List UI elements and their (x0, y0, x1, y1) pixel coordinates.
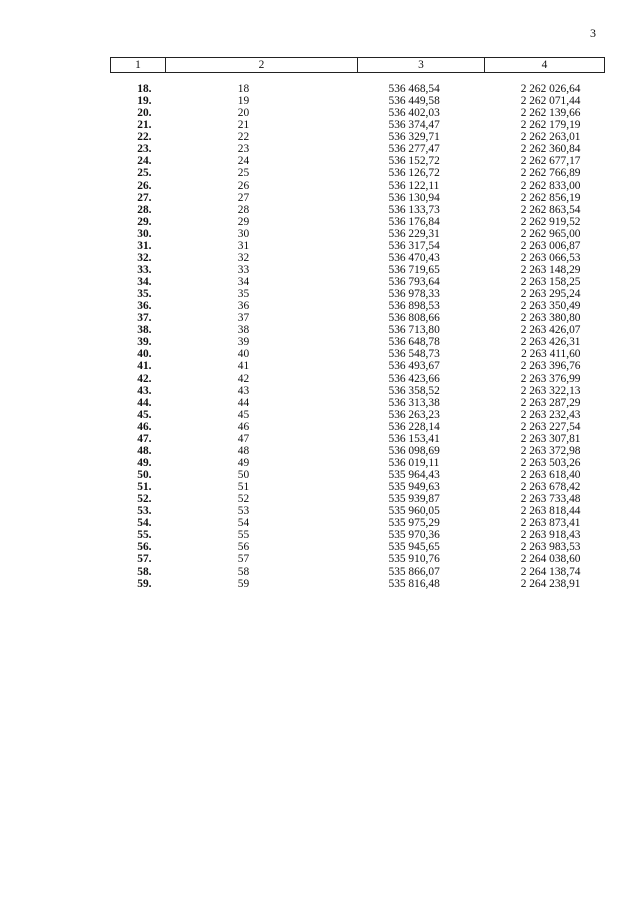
x-coordinate-cell: 535 910,76 (388, 553, 440, 566)
row-index-cell: 43. (137, 384, 152, 397)
row-index-cell: 49. (137, 456, 152, 469)
y-coordinate-cell: 2 263 396,76 (520, 360, 581, 373)
table-row (111, 541, 605, 553)
y-coordinate-cell: 2 263 818,44 (520, 505, 581, 518)
y-coordinate-cell: 2 264 038,60 (520, 553, 581, 566)
row-index-cell: 34. (137, 276, 152, 288)
row-index-cell: 25. (137, 167, 152, 180)
x-coordinate-cell: 536 263,23 (388, 408, 440, 421)
x-coordinate-cell: 535 939,87 (388, 493, 440, 506)
y-coordinate-cell: 2 262 026,64 (520, 83, 581, 95)
row-index-cell: 23. (137, 143, 152, 156)
x-coordinate-cell: 536 898,53 (388, 300, 440, 313)
row-index-cell: 26. (137, 179, 152, 192)
table-row (111, 505, 605, 517)
row-index-cell: 55. (137, 529, 152, 542)
table-row (111, 421, 605, 433)
point-number-cell: 45 (237, 408, 250, 421)
point-number-cell: 57 (237, 553, 250, 566)
row-index-cell: 47. (137, 432, 152, 445)
page-number: 3 (590, 26, 596, 40)
table-row (111, 566, 605, 578)
y-coordinate-cell: 2 263 376,99 (520, 372, 581, 385)
row-index-cell: 20. (137, 107, 152, 120)
point-number-cell: 41 (237, 360, 250, 373)
point-number-cell: 53 (237, 505, 250, 518)
x-coordinate-cell: 536 329,71 (388, 131, 440, 144)
x-coordinate-cell: 536 126,72 (388, 167, 440, 180)
y-coordinate-cell: 2 262 856,19 (520, 191, 581, 204)
point-number-cell: 33 (237, 263, 250, 276)
table-row (111, 324, 605, 336)
point-number-cell: 37 (237, 312, 250, 325)
x-coordinate-cell: 536 228,14 (388, 420, 440, 433)
table-header (111, 58, 605, 84)
table-row (111, 529, 605, 541)
x-coordinate-cell: 536 402,03 (388, 107, 440, 120)
row-index-cell: 58. (137, 565, 152, 578)
y-coordinate-cell: 2 263 733,48 (520, 493, 581, 506)
x-coordinate-cell: 536 423,66 (388, 372, 440, 385)
table-row (111, 192, 605, 204)
row-index-cell: 56. (137, 541, 152, 554)
y-coordinate-cell: 2 263 372,98 (520, 444, 581, 457)
y-coordinate-cell: 2 263 411,60 (521, 348, 581, 361)
point-number-cell: 40 (237, 348, 250, 361)
y-coordinate-cell: 2 262 919,52 (520, 215, 581, 228)
table-row (111, 469, 605, 481)
x-coordinate-cell: 536 648,78 (388, 336, 440, 349)
row-index-cell: 51. (137, 481, 152, 494)
row-index-cell: 31. (137, 239, 152, 252)
row-index-cell: 42. (137, 372, 152, 385)
point-number-cell: 27 (237, 191, 250, 204)
point-number-cell: 44 (237, 396, 250, 409)
y-coordinate-cell: 2 263 426,07 (520, 324, 581, 337)
table-row (111, 131, 605, 143)
point-number-cell: 50 (237, 469, 250, 481)
row-index-cell: 50. (137, 469, 152, 481)
y-coordinate-cell: 2 263 873,41 (520, 517, 581, 530)
x-coordinate-cell: 536 130,94 (388, 191, 440, 204)
column-header-2: 2 (166, 58, 358, 73)
row-index-cell: 30. (137, 227, 152, 240)
table-row (111, 288, 605, 300)
y-coordinate-cell: 2 263 426,31 (520, 336, 581, 349)
point-number-cell: 34 (237, 276, 250, 288)
column-header-4: 4 (485, 58, 605, 73)
y-coordinate-cell: 2 263 983,53 (520, 541, 581, 554)
x-coordinate-cell: 536 713,80 (388, 324, 440, 337)
row-index-cell: 32. (137, 251, 152, 264)
x-coordinate-cell: 536 313,38 (388, 396, 440, 409)
table-row (111, 553, 605, 565)
point-number-cell: 38 (237, 324, 250, 337)
x-coordinate-cell: 536 098,69 (388, 444, 440, 457)
y-coordinate-cell: 2 263 227,54 (520, 420, 581, 433)
table-row (111, 481, 605, 493)
table-row (111, 433, 605, 445)
point-number-cell: 32 (237, 251, 250, 264)
row-index-cell: 41. (137, 360, 152, 373)
row-index-cell: 39. (137, 336, 152, 349)
x-coordinate-cell: 535 960,05 (388, 505, 440, 518)
table-row (111, 409, 605, 421)
point-number-cell: 43 (237, 384, 250, 397)
row-index-cell: 19. (137, 95, 152, 108)
x-coordinate-cell: 536 978,33 (388, 288, 440, 301)
x-coordinate-cell: 535 949,63 (388, 481, 440, 494)
y-coordinate-cell: 2 263 678,42 (520, 481, 581, 494)
row-index-cell: 24. (137, 155, 152, 168)
row-index-cell: 33. (137, 263, 152, 276)
row-index-cell: 21. (137, 119, 152, 132)
table-row (111, 167, 605, 179)
point-number-cell: 36 (237, 300, 250, 313)
point-number-cell: 51 (237, 481, 250, 494)
y-coordinate-cell: 2 263 006,87 (520, 239, 581, 252)
point-number-cell: 39 (237, 336, 250, 349)
y-coordinate-cell: 2 262 071,44 (520, 95, 581, 108)
table-row (111, 264, 605, 276)
point-number-cell: 49 (237, 456, 250, 469)
coordinates-table (110, 57, 605, 590)
x-coordinate-cell: 535 970,36 (388, 529, 440, 542)
x-coordinate-cell: 536 133,73 (388, 203, 440, 216)
point-number-cell: 42 (237, 372, 250, 385)
row-index-cell: 36. (137, 300, 152, 313)
table-row (111, 143, 605, 155)
table-row (111, 119, 605, 131)
row-index-cell: 59. (137, 577, 152, 590)
table-row (111, 373, 605, 385)
point-number-cell: 21 (237, 119, 250, 132)
table-row (111, 348, 605, 360)
y-coordinate-cell: 2 262 360,84 (520, 143, 581, 156)
table-row (111, 445, 605, 457)
column-header-3: 3 (358, 58, 485, 73)
x-coordinate-cell: 536 152,72 (388, 155, 440, 168)
point-number-cell: 31 (237, 239, 250, 252)
x-coordinate-cell: 536 229,31 (388, 227, 440, 240)
x-coordinate-cell: 536 122,11 (388, 179, 440, 192)
table-row (111, 336, 605, 348)
table-body (111, 83, 605, 590)
x-coordinate-cell: 536 176,84 (388, 215, 440, 228)
x-coordinate-cell: 536 470,43 (388, 251, 440, 264)
table-row (111, 155, 605, 167)
point-number-cell: 20 (237, 107, 250, 120)
x-coordinate-cell: 536 548,73 (388, 348, 440, 361)
table-row (111, 360, 605, 372)
y-coordinate-cell: 2 262 965,00 (520, 227, 581, 240)
table-row (111, 397, 605, 409)
row-index-cell: 29. (137, 215, 152, 228)
x-coordinate-cell: 536 493,67 (388, 360, 440, 373)
x-coordinate-cell: 536 277,47 (388, 143, 440, 156)
y-coordinate-cell: 2 263 322,13 (520, 384, 581, 397)
row-index-cell: 44. (137, 396, 152, 409)
x-coordinate-cell: 536 719,65 (388, 263, 440, 276)
x-coordinate-cell: 535 945,65 (388, 541, 440, 554)
row-index-cell: 28. (137, 203, 152, 216)
point-number-cell: 59 (237, 577, 250, 590)
point-number-cell: 46 (237, 420, 250, 433)
row-index-cell: 54. (137, 517, 152, 530)
x-coordinate-cell: 536 449,58 (388, 95, 440, 108)
table-row (111, 216, 605, 228)
y-coordinate-cell: 2 264 238,91 (520, 577, 581, 590)
table-row (111, 228, 605, 240)
point-number-cell: 26 (237, 179, 250, 192)
row-index-cell: 27. (137, 191, 152, 204)
table-row (111, 95, 605, 107)
point-number-cell: 29 (237, 215, 250, 228)
y-coordinate-cell: 2 263 618,40 (520, 469, 581, 481)
point-number-cell: 28 (237, 203, 250, 216)
table-row (111, 107, 605, 119)
row-index-cell: 22. (137, 131, 152, 144)
point-number-cell: 48 (237, 444, 250, 457)
x-coordinate-cell: 536 153,41 (388, 432, 440, 445)
y-coordinate-cell: 2 262 677,17 (520, 155, 581, 168)
y-coordinate-cell: 2 262 263,01 (520, 131, 581, 144)
y-coordinate-cell: 2 263 287,29 (520, 396, 581, 409)
y-coordinate-cell: 2 263 918,43 (520, 529, 581, 542)
point-number-cell: 25 (237, 167, 250, 180)
y-coordinate-cell: 2 263 380,80 (520, 312, 581, 325)
table-row (111, 457, 605, 469)
x-coordinate-cell: 536 358,52 (388, 384, 440, 397)
row-index-cell: 45. (137, 408, 152, 421)
x-coordinate-cell: 536 468,54 (388, 83, 440, 95)
row-index-cell: 40. (137, 348, 152, 361)
point-number-cell: 30 (237, 227, 250, 240)
point-number-cell: 54 (237, 517, 250, 530)
row-index-cell: 38. (137, 324, 152, 337)
table-row (111, 312, 605, 324)
x-coordinate-cell: 535 866,07 (388, 565, 440, 578)
table-row (111, 276, 605, 288)
table-row (111, 252, 605, 264)
x-coordinate-cell: 536 808,66 (388, 312, 440, 325)
x-coordinate-cell: 536 019,11 (388, 456, 440, 469)
y-coordinate-cell: 2 263 350,49 (520, 300, 581, 313)
table-row (111, 493, 605, 505)
y-coordinate-cell: 2 262 179,19 (520, 119, 581, 132)
point-number-cell: 18 (237, 83, 250, 95)
column-header-1: 1 (111, 58, 166, 73)
x-coordinate-cell: 536 793,64 (388, 276, 440, 288)
row-index-cell: 52. (137, 493, 152, 506)
y-coordinate-cell: 2 262 863,54 (520, 203, 581, 216)
point-number-cell: 24 (237, 155, 250, 168)
table-row (111, 180, 605, 192)
point-number-cell: 47 (237, 432, 250, 445)
y-coordinate-cell: 2 263 503,26 (520, 456, 581, 469)
x-coordinate-cell: 535 975,29 (388, 517, 440, 530)
y-coordinate-cell: 2 263 066,53 (520, 251, 581, 264)
x-coordinate-cell: 535 816,48 (388, 577, 440, 590)
row-index-cell: 18. (137, 83, 152, 95)
y-coordinate-cell: 2 263 232,43 (520, 408, 581, 421)
row-index-cell: 53. (137, 505, 152, 518)
y-coordinate-cell: 2 263 295,24 (520, 288, 581, 301)
y-coordinate-cell: 2 262 139,66 (520, 107, 581, 120)
point-number-cell: 22 (237, 131, 250, 144)
point-number-cell: 35 (237, 288, 250, 301)
table-row (111, 300, 605, 312)
point-number-cell: 19 (237, 95, 250, 108)
header-spacer (111, 73, 605, 84)
point-number-cell: 56 (237, 541, 250, 554)
y-coordinate-cell: 2 262 766,89 (520, 167, 581, 180)
table-row (111, 517, 605, 529)
row-index-cell: 46. (137, 420, 152, 433)
row-index-cell: 37. (137, 312, 152, 325)
point-number-cell: 52 (237, 493, 250, 506)
point-number-cell: 58 (237, 565, 250, 578)
row-index-cell: 57. (137, 553, 152, 566)
y-coordinate-cell: 2 262 833,00 (520, 179, 581, 192)
row-index-cell: 48. (137, 444, 152, 457)
y-coordinate-cell: 2 263 148,29 (520, 263, 581, 276)
table-row (111, 204, 605, 216)
y-coordinate-cell: 2 263 158,25 (520, 276, 581, 288)
y-coordinate-cell: 2 264 138,74 (520, 565, 581, 578)
x-coordinate-cell: 535 964,43 (388, 469, 440, 481)
y-coordinate-cell: 2 263 307,81 (520, 432, 581, 445)
table-row (111, 240, 605, 252)
table-row (111, 83, 605, 95)
point-number-cell: 55 (237, 529, 250, 542)
x-coordinate-cell: 536 374,47 (388, 119, 440, 132)
table-row (111, 578, 605, 590)
header-row (111, 58, 605, 73)
row-index-cell: 35. (137, 288, 152, 301)
table-row (111, 385, 605, 397)
point-number-cell: 23 (237, 143, 250, 156)
x-coordinate-cell: 536 317,54 (388, 239, 440, 252)
